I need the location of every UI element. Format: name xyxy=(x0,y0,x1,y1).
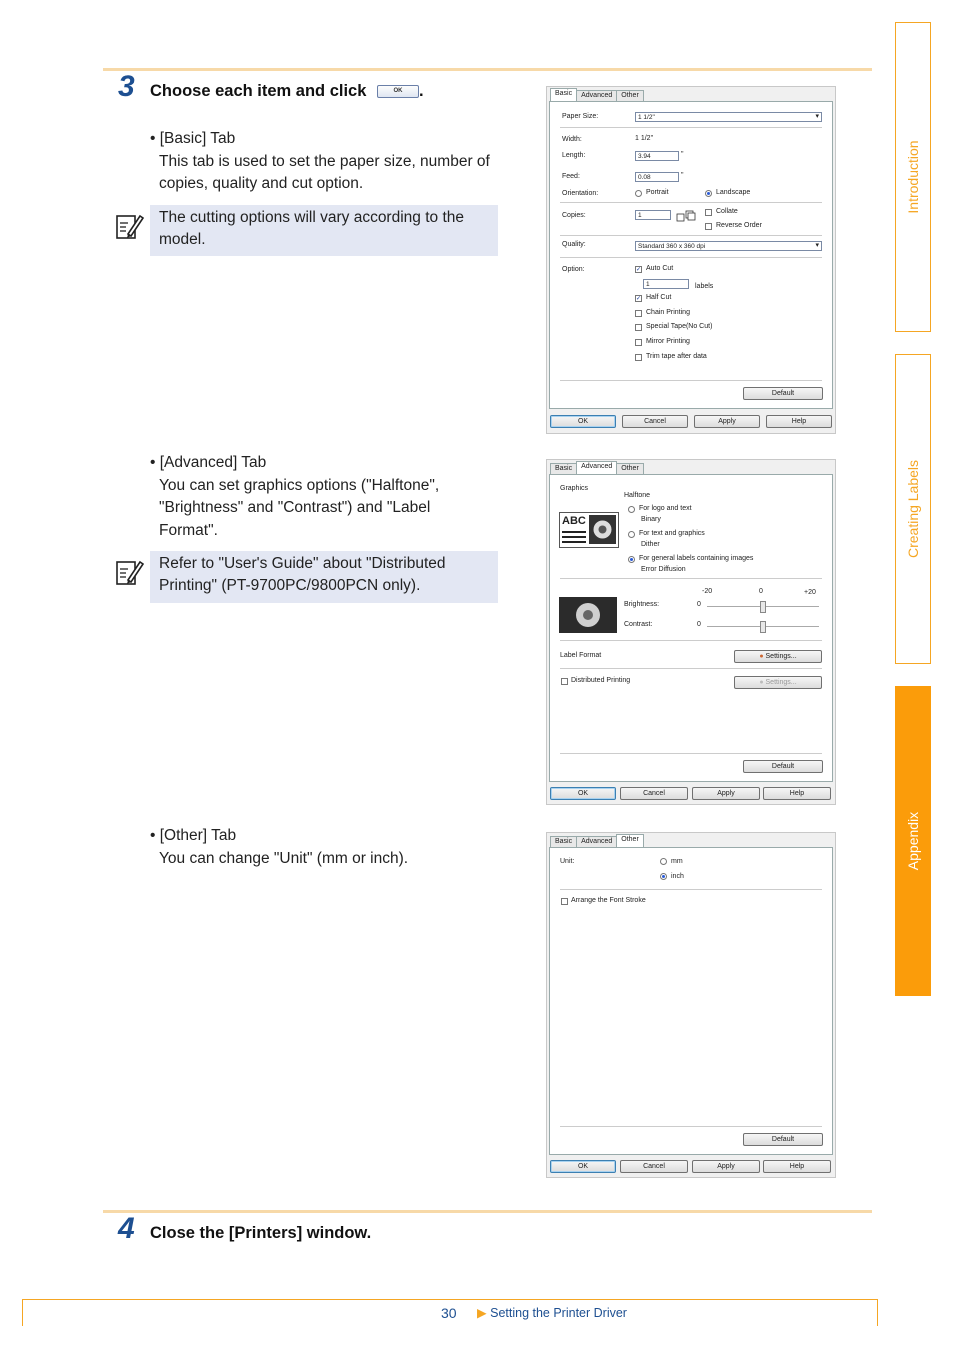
portrait-radio[interactable] xyxy=(635,190,642,197)
unit-inch-radio[interactable] xyxy=(660,873,667,880)
error-diffusion-label: Error Diffusion xyxy=(641,566,686,573)
ok-button[interactable]: OK xyxy=(550,787,616,800)
brightness-label: Brightness: xyxy=(624,601,660,608)
unit-label: Unit: xyxy=(560,858,575,865)
advanced-note-line1: Refer to "User's Guide" about "Distributed xyxy=(159,555,446,572)
contrast-label: Contrast: xyxy=(624,621,653,628)
tab-other[interactable]: Other xyxy=(616,463,644,474)
default-button[interactable]: Default xyxy=(743,760,823,773)
portrait-label: Portrait xyxy=(646,189,669,196)
other-tab-line1: You can change "Unit" (mm or inch). xyxy=(159,849,409,867)
halftone-logo-radio[interactable] xyxy=(628,506,635,513)
advanced-tab-description xyxy=(150,452,500,542)
basic-tab-line1: This tab is used to set the paper size, number of xyxy=(159,152,490,170)
tab-other[interactable]: Other xyxy=(616,834,644,847)
other-dialog xyxy=(546,832,836,1178)
help-button[interactable]: Help xyxy=(763,1160,831,1173)
ok-button-image: OK xyxy=(377,85,419,98)
auto-cut-count-input[interactable]: 1 xyxy=(643,279,689,289)
scale-max-label: +20 xyxy=(804,589,816,596)
other-tab-description xyxy=(150,825,500,870)
side-tab-creating-labels[interactable] xyxy=(895,354,931,664)
step-4-title: Close the [Printers] window. xyxy=(150,1224,372,1242)
halftone-general-radio[interactable] xyxy=(628,556,635,563)
binary-label: Binary xyxy=(641,516,661,523)
ok-button[interactable]: OK xyxy=(550,1160,616,1173)
advanced-tab-line2: "Brightness" and "Contrast") and "Label xyxy=(159,499,431,516)
halftone-general-label: For general labels containing images xyxy=(639,555,754,562)
mirror-printing-checkbox[interactable] xyxy=(635,339,642,346)
settings-shield-icon: ● xyxy=(759,679,764,686)
landscape-label: Landscape xyxy=(716,189,751,196)
step-3-title xyxy=(150,82,424,101)
tab-basic[interactable]: Basic xyxy=(550,88,577,101)
paper-size-label: Paper Size: xyxy=(562,113,599,120)
side-tab-introduction-label: Introduction xyxy=(905,140,921,214)
step-3-title-period: . xyxy=(419,82,424,100)
length-label: Length: xyxy=(562,152,586,159)
advanced-tab-bullet: • [Advanced] Tab xyxy=(150,454,267,471)
option-label: Option: xyxy=(562,266,585,273)
auto-cut-label: Auto Cut xyxy=(646,265,674,272)
tab-advanced[interactable]: Advanced xyxy=(576,836,617,847)
graphics-label: Graphics xyxy=(560,485,589,492)
distributed-printing-checkbox[interactable] xyxy=(561,678,568,685)
halftone-text-graphics-label: For text and graphics xyxy=(639,530,705,537)
step-number-4: 4 xyxy=(118,1212,135,1245)
label-format-settings-button[interactable] xyxy=(734,650,822,663)
abc-sample-text: ABC xyxy=(562,515,586,527)
brightness-preview-image xyxy=(559,597,617,633)
reverse-order-checkbox[interactable] xyxy=(705,223,712,230)
arrange-font-stroke-checkbox[interactable] xyxy=(561,898,568,905)
paper-size-select[interactable]: 1 1/2" ▾ xyxy=(635,112,822,122)
brightness-value: 0 xyxy=(697,601,701,608)
special-tape-checkbox[interactable] xyxy=(635,324,642,331)
feed-label: Feed: xyxy=(562,173,580,180)
unit-inch-label: inch xyxy=(671,873,684,880)
apply-button[interactable]: Apply xyxy=(694,415,760,428)
footer-section-label: Setting the Printer Driver xyxy=(490,1306,627,1320)
reverse-order-label: Reverse Order xyxy=(716,222,762,229)
halftone-text-graphics-radio[interactable] xyxy=(628,531,635,538)
side-tab-appendix-label: Appendix xyxy=(905,811,921,871)
footer-link[interactable] xyxy=(477,1305,627,1320)
feed-unit: " xyxy=(681,172,684,179)
halftone-logo-label: For logo and text xyxy=(639,505,692,512)
scale-min-label: -20 xyxy=(702,588,713,595)
advanced-tab-line3: Format". xyxy=(159,521,218,539)
copies-label: Copies: xyxy=(562,212,586,219)
quality-select[interactable]: Standard 360 x 360 dpi ▾ xyxy=(635,241,822,251)
collate-pages-icon xyxy=(676,210,698,222)
collate-checkbox[interactable] xyxy=(705,209,712,216)
chain-printing-checkbox[interactable] xyxy=(635,310,642,317)
collate-label: Collate xyxy=(716,208,738,215)
tab-basic[interactable]: Basic xyxy=(550,836,577,847)
footer-tick-left xyxy=(22,1299,23,1326)
help-button[interactable]: Help xyxy=(766,415,832,428)
apply-button[interactable]: Apply xyxy=(692,787,760,800)
width-value: 1 1/2" xyxy=(635,135,654,142)
note-icon xyxy=(114,558,144,586)
basic-note-line2: model. xyxy=(159,231,206,248)
section-divider-step4 xyxy=(103,1210,872,1213)
chain-printing-label: Chain Printing xyxy=(646,309,690,316)
default-button[interactable]: Default xyxy=(743,387,823,400)
orientation-label: Orientation: xyxy=(562,190,599,197)
distributed-settings-button[interactable] xyxy=(734,676,822,689)
width-label: Width: xyxy=(562,136,582,143)
half-cut-checkbox[interactable]: ✓ xyxy=(636,296,642,302)
basic-tab-description xyxy=(150,128,500,196)
side-tab-creating-labels-label: Creating Labels xyxy=(905,459,921,559)
arrow-right-icon: ▶ xyxy=(477,1306,487,1320)
brightness-slider-thumb[interactable] xyxy=(760,601,766,613)
step-number-3: 3 xyxy=(118,70,135,103)
page-number: 30 xyxy=(441,1305,457,1321)
length-unit: " xyxy=(681,151,684,158)
distributed-settings-label: Settings... xyxy=(765,679,797,686)
advanced-panel xyxy=(549,474,833,782)
label-format-label: Label Format xyxy=(560,652,602,659)
basic-note-box xyxy=(150,205,498,256)
advanced-note-line2: Printing" (PT-9700PC/9800PCN only). xyxy=(159,577,421,594)
side-tab-introduction[interactable] xyxy=(895,22,931,332)
other-panel xyxy=(549,847,833,1155)
halftone-label: Halftone xyxy=(624,492,651,499)
distributed-printing-label: Distributed Printing xyxy=(571,677,631,684)
footer-rule xyxy=(22,1299,878,1300)
landscape-radio[interactable] xyxy=(705,190,712,197)
halftone-preview-image xyxy=(559,512,619,548)
note-icon xyxy=(114,212,144,240)
mirror-printing-label: Mirror Printing xyxy=(646,338,690,345)
contrast-value: 0 xyxy=(697,621,701,628)
unit-mm-radio[interactable] xyxy=(660,858,667,865)
basic-tab-line2: copies, quality and cut option. xyxy=(159,175,364,192)
flower-icon xyxy=(559,597,617,633)
tab-advanced[interactable]: Advanced xyxy=(576,461,617,474)
scale-mid-label: 0 xyxy=(759,588,763,595)
side-tab-appendix[interactable] xyxy=(895,686,931,996)
flower-icon xyxy=(589,515,616,544)
contrast-slider-thumb[interactable] xyxy=(760,621,766,633)
default-button[interactable]: Default xyxy=(743,1133,823,1146)
other-tab-bullet: • [Other] Tab xyxy=(150,827,237,844)
trim-tape-label: Trim tape after data xyxy=(646,353,707,360)
length-input[interactable]: 3.94 xyxy=(635,151,679,161)
ok-button[interactable]: OK xyxy=(550,415,616,428)
help-button[interactable]: Help xyxy=(763,787,831,800)
step-3-title-text: Choose each item and click xyxy=(150,82,367,100)
arrange-font-stroke-label: Arrange the Font Stroke xyxy=(571,897,646,904)
tab-basic[interactable]: Basic xyxy=(550,463,577,474)
copies-input[interactable]: 1 xyxy=(635,210,671,220)
advanced-note-box xyxy=(150,551,498,603)
basic-note-line1: The cutting options will vary according to the xyxy=(159,209,464,226)
cancel-button[interactable]: Cancel xyxy=(620,1160,688,1173)
trim-tape-checkbox[interactable] xyxy=(635,354,642,361)
apply-button[interactable]: Apply xyxy=(692,1160,760,1173)
unit-mm-label: mm xyxy=(671,858,683,865)
feed-input[interactable]: 0.08 xyxy=(635,172,679,182)
tab-other[interactable]: Other xyxy=(616,90,644,101)
label-format-settings-label: Settings... xyxy=(765,653,797,660)
special-tape-label: Special Tape(No Cut) xyxy=(646,323,713,330)
cancel-button[interactable]: Cancel xyxy=(620,787,688,800)
advanced-tab-line1: You can set graphics options ("Halftone", xyxy=(159,476,440,494)
labels-unit: labels xyxy=(695,283,714,290)
basic-panel xyxy=(549,101,833,409)
half-cut-label: Half Cut xyxy=(646,294,672,301)
footer-tick-right xyxy=(877,1299,878,1326)
auto-cut-checkbox[interactable]: ✓ xyxy=(636,267,642,273)
settings-shield-icon: ● xyxy=(759,653,764,660)
quality-label: Quality: xyxy=(562,241,586,248)
basic-dialog xyxy=(546,86,836,434)
cancel-button[interactable]: Cancel xyxy=(622,415,688,428)
section-divider-top xyxy=(103,68,872,71)
basic-tab-bullet: • [Basic] Tab xyxy=(150,130,236,147)
tab-advanced[interactable]: Advanced xyxy=(576,90,617,101)
dither-label: Dither xyxy=(641,541,660,548)
advanced-dialog xyxy=(546,459,836,805)
